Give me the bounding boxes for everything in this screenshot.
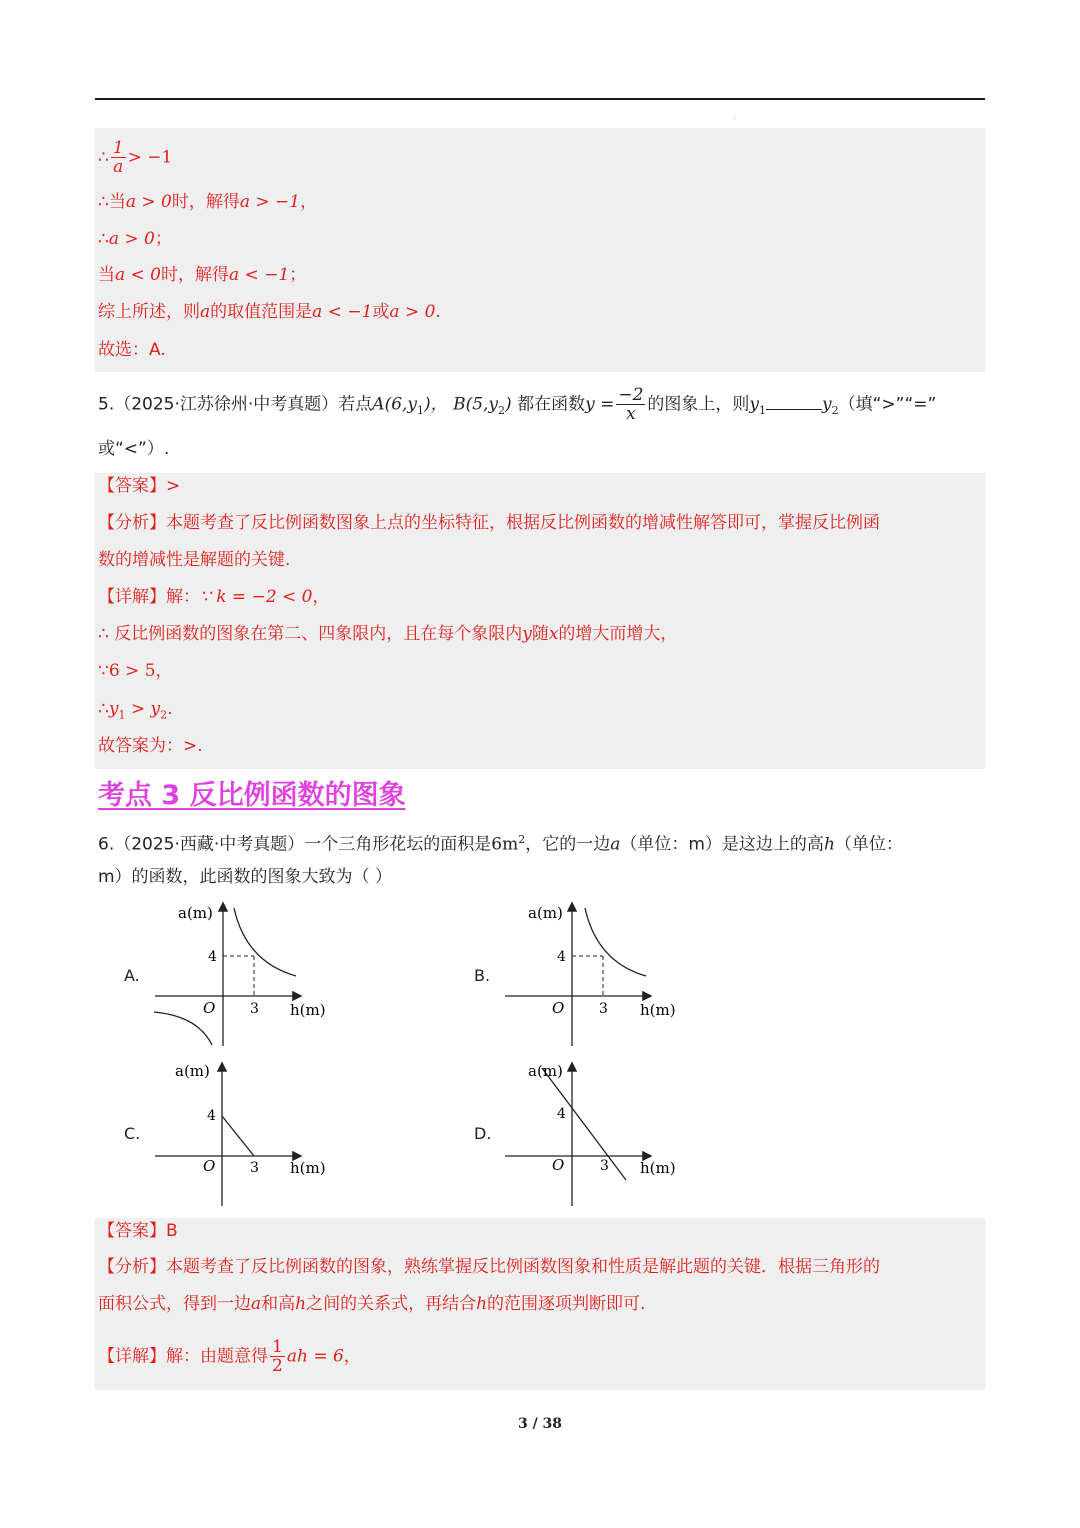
option-d-graph — [500, 1056, 690, 1208]
a5-detail-1: 【详解】解：∵ k = −2 < 0， — [98, 587, 330, 607]
origin: O — [203, 1157, 216, 1175]
a5-answer: 【答案】> — [98, 476, 181, 496]
p1-line-6: 故选：A. — [98, 340, 166, 360]
p1-line-3: ∴a > 0； — [98, 229, 172, 249]
p1-line-1: ∴ $\frac{1}{a}$ > −1 — [98, 138, 173, 177]
a6-answer: 【答案】B — [98, 1221, 178, 1241]
y-tick: 4 — [208, 949, 217, 965]
p1-line-2: ∴当a > 0时，解得a > −1， — [98, 192, 318, 212]
origin: O — [552, 999, 565, 1017]
a5-detail-5: 故答案为：>. — [98, 736, 203, 756]
a6-analysis-1: 【分析】本题考查了反比例函数的图象，熟练掌握反比例函数图象和性质是解此题的关键．根据三角形的 — [98, 1257, 880, 1277]
option-c-graph — [150, 1056, 340, 1208]
y-tick: 4 — [557, 949, 566, 965]
y-axis-label: a(m) — [528, 1062, 563, 1080]
p1-line-5: 综上所述，则a的取值范围是a < −1或a > 0. — [98, 302, 441, 322]
a6-analysis-2: 面积公式，得到一边a和高h之间的关系式，再结合h的范围逐项判断即可. — [98, 1294, 646, 1314]
curve-q1 — [234, 908, 296, 976]
page-number: 3 / 38 — [517, 1416, 563, 1432]
a5-analysis-1: 【分析】本题考查了反比例函数图象上点的坐标特征，根据反比例函数的增减性解答即可，掌握反比例函 — [98, 513, 880, 533]
option-b-graph — [500, 898, 690, 1050]
x-tick: 3 — [250, 1001, 259, 1017]
origin: O — [203, 999, 216, 1017]
option-a-label: A. — [124, 966, 140, 985]
a5-detail-4: $\therefore y_1 > y_2$. — [98, 699, 173, 722]
header-rule — [95, 98, 985, 100]
x-tick: 3 — [600, 1158, 609, 1174]
y-tick: 4 — [207, 1108, 216, 1124]
q6-line-1: 6.（2025·西藏·中考真题）一个三角形花坛的面积是$6m^2$，它的一边a（单位：m）是这边上的高h（单位： — [98, 833, 903, 855]
a5-analysis-2: 数的增减性是解题的关键. — [98, 550, 291, 570]
option-a-graph — [150, 898, 340, 1050]
x-axis-label: h(m) — [640, 1001, 676, 1019]
q5-line-1: 5.（2025·江苏徐州·中考真题）若点$A(6,y_1)$， $B(5,y_2)$ 都在函数y = $\frac{-2}{x}$ 的图象上，则$y_1$ $y_2$（填“>”“=” — [98, 385, 937, 424]
q5-line-2: 或“<”）. — [98, 439, 170, 459]
q6-line-2: m）的函数，此函数的图象大致为（ ） — [98, 867, 392, 887]
option-c-label: C. — [124, 1124, 141, 1143]
x-tick: 3 — [250, 1160, 259, 1176]
y-axis-label: a(m) — [178, 904, 213, 922]
x-axis-label: h(m) — [290, 1001, 326, 1019]
answer-blank — [766, 395, 822, 410]
x-axis-label: h(m) — [640, 1159, 676, 1177]
header-dot: . — [733, 112, 736, 121]
y-axis-label: a(m) — [175, 1062, 210, 1080]
y-axis-label: a(m) — [528, 904, 563, 922]
section-heading: 考点 3 反比例函数的图象 — [98, 780, 406, 811]
a5-detail-2: ∴ 反比例函数的图象在第二、四象限内，且在每个象限内y随x的增大而增大， — [98, 624, 678, 644]
origin: O — [552, 1156, 565, 1174]
x-tick: 3 — [599, 1001, 608, 1017]
y-tick: 4 — [557, 1106, 566, 1122]
solution-box-1 — [95, 128, 985, 372]
option-b-label: B. — [474, 966, 491, 985]
option-d-label: D. — [474, 1124, 492, 1143]
x-axis-label: h(m) — [290, 1159, 326, 1177]
a5-detail-3: ∵6 > 5， — [98, 661, 173, 681]
curve-q1 — [585, 908, 646, 976]
a6-detail-1: 【详解】解：由题意得 $\frac{1}{2}$ ah = 6， — [98, 1337, 361, 1376]
p1-line-4: 当a < 0时，解得a < −1； — [98, 265, 307, 285]
segment — [222, 1116, 254, 1156]
